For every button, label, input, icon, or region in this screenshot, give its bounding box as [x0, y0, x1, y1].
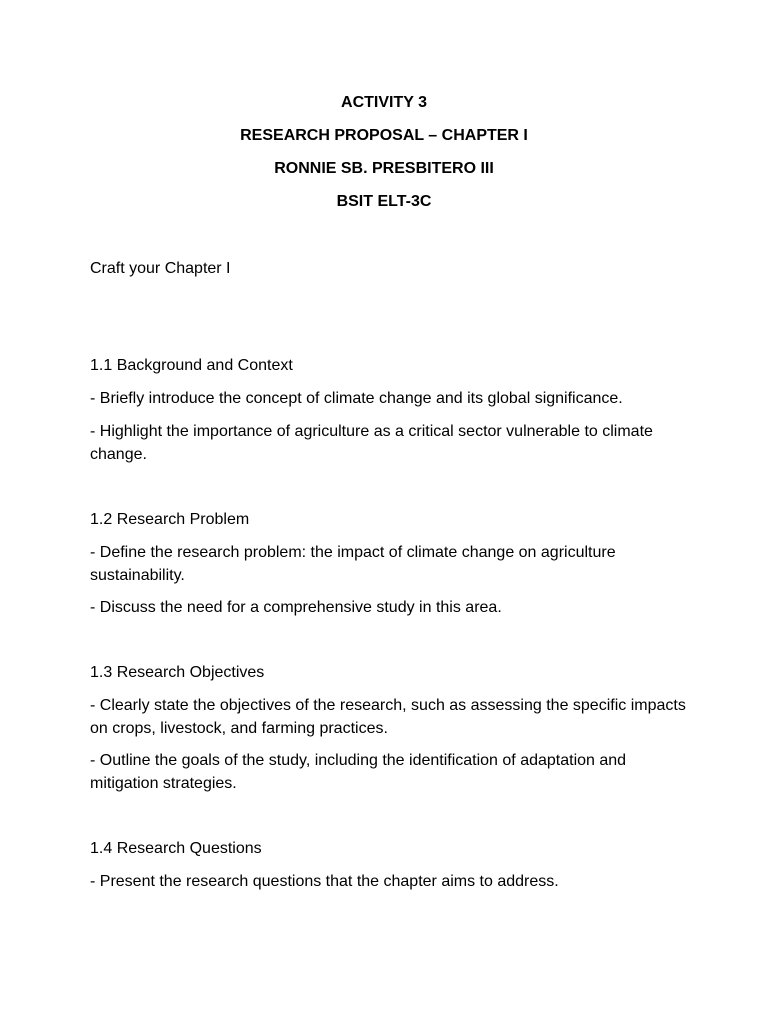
bullet-1-2-a: - Define the research problem: the impact of climate change on agriculture sustainability.: [90, 544, 616, 584]
bullet-1-1-b: - Highlight the importance of agriculture as a critical sector vulnerable to climate change.: [90, 423, 653, 463]
section-heading-1-3: 1.3 Research Objectives: [90, 664, 265, 681]
bullet-1-4-a: - Present the research questions that the chapter aims to address.: [90, 873, 559, 890]
section-heading-1-2: 1.2 Research Problem: [90, 511, 250, 528]
document-title: RESEARCH PROPOSAL – CHAPTER I: [240, 127, 528, 144]
bullet-1-1-a: - Briefly introduce the concept of climate change and its global significance.: [90, 390, 623, 407]
intro-text: Craft your Chapter I: [90, 260, 231, 277]
bullet-1-2-b: - Discuss the need for a comprehensive study in this area.: [90, 599, 502, 616]
section-heading-1-1: 1.1 Background and Context: [90, 357, 293, 374]
course-section: BSIT ELT-3C: [336, 193, 432, 210]
author-name: RONNIE SB. PRESBITERO III: [274, 160, 494, 177]
activity-label: ACTIVITY 3: [341, 94, 427, 111]
bullet-1-3-a: - Clearly state the objectives of the research, such as assessing the specific impacts on crops, livestock, and farming practices.: [90, 697, 686, 737]
section-heading-1-4: 1.4 Research Questions: [90, 840, 262, 857]
bullet-1-3-b: - Outline the goals of the study, including the identification of adaptation and mitigation strategies.: [90, 752, 627, 792]
